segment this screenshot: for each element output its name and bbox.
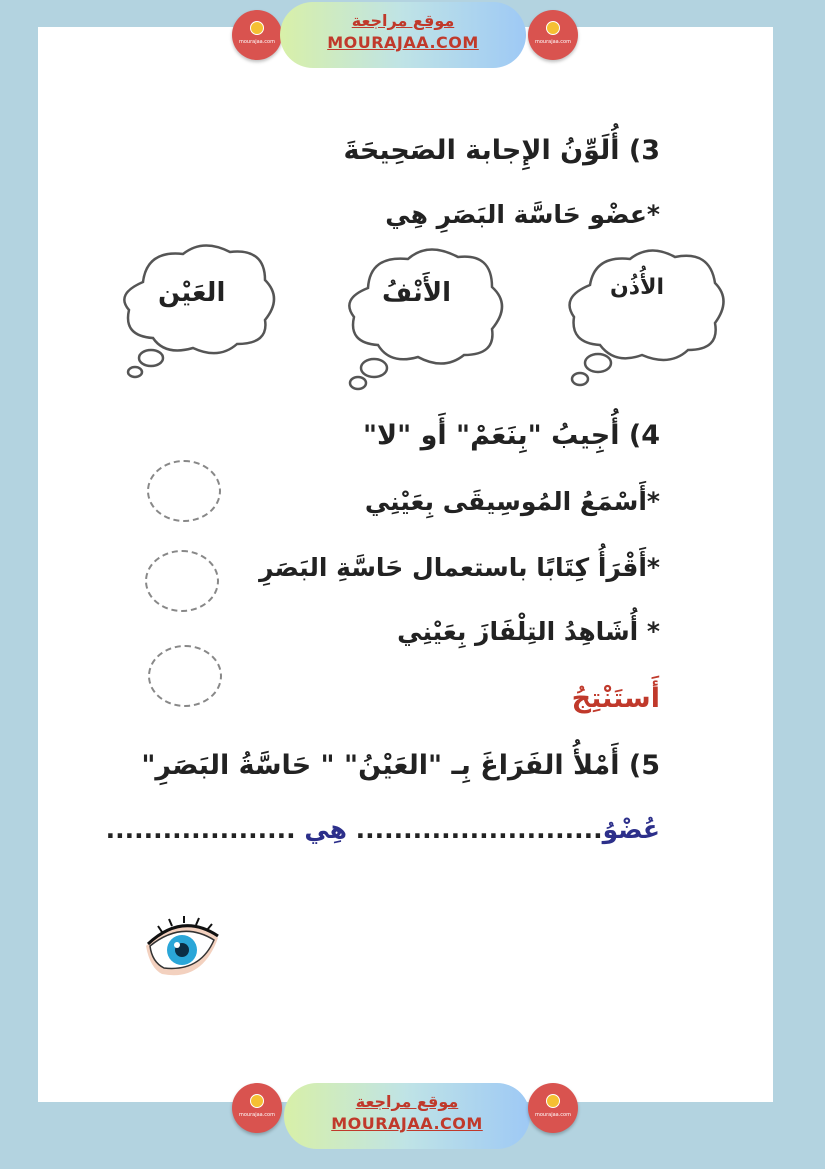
fill-word-is: هِي bbox=[304, 815, 347, 844]
q3-prompt: *عضْو حَاسَّة البَصَرِ هِي bbox=[385, 200, 660, 229]
answer-circle[interactable] bbox=[147, 460, 221, 522]
choice-eye[interactable]: العَيْن bbox=[158, 278, 226, 308]
q4-title: 4) أُجِيبُ "بِنَعَمْ" أَو "لا" bbox=[362, 420, 660, 451]
q5-title: 5) أَمْلأُ الفَرَاغَ بِـ "العَيْنُ" " حَاسَّةُ البَصَرِ" bbox=[141, 750, 660, 781]
fill-word-organ: عُضْوُ bbox=[602, 815, 660, 844]
cloud-shape bbox=[340, 243, 510, 393]
q4-item-1: *أَسْمَعُ المُوسِيقَى بِعَيْنِي bbox=[364, 487, 660, 516]
answer-circle[interactable] bbox=[145, 550, 219, 612]
site-logo-badge: mourajaa.com bbox=[232, 1083, 282, 1133]
fill-blank-1[interactable]: .......................... bbox=[355, 815, 603, 844]
site-logo-badge: mourajaa.com bbox=[528, 1083, 578, 1133]
cloud-shape bbox=[115, 240, 280, 380]
cloud-shape bbox=[560, 245, 730, 390]
q5-fill-line bbox=[106, 815, 660, 844]
eye-illustration bbox=[142, 908, 222, 988]
q4-item-3: * أُشَاهِدُ التِلْفَازَ بِعَيْنِي bbox=[397, 617, 660, 646]
choice-nose[interactable]: الأَنْفُ bbox=[382, 278, 451, 308]
conclusion-heading: أَستَنْتِجُ bbox=[571, 683, 660, 714]
q4-item-2: *أَقْرَأُ كِتَابًا باستعمال حَاسَّةِ البَصَرِ bbox=[259, 553, 660, 582]
site-banner-bottom[interactable] bbox=[284, 1083, 530, 1149]
site-name-arabic[interactable]: موقع مراجعة bbox=[351, 11, 455, 30]
answer-circle[interactable] bbox=[148, 645, 222, 707]
choice-ear[interactable]: الأُذُن bbox=[610, 275, 664, 300]
site-logo-badge: mourajaa.com bbox=[528, 10, 578, 60]
site-name-arabic[interactable]: موقع مراجعة bbox=[355, 1092, 459, 1111]
site-name-latin[interactable]: MOURAJAA.COM bbox=[327, 33, 479, 52]
site-name-latin[interactable]: MOURAJAA.COM bbox=[331, 1114, 483, 1133]
site-logo-badge: mourajaa.com bbox=[232, 10, 282, 60]
q3-title: 3) أُلَوِّنُ الإِجابة الصَحِيحَةَ bbox=[343, 135, 660, 166]
fill-blank-2[interactable]: .................... bbox=[105, 815, 296, 844]
site-banner-top[interactable] bbox=[280, 2, 526, 68]
